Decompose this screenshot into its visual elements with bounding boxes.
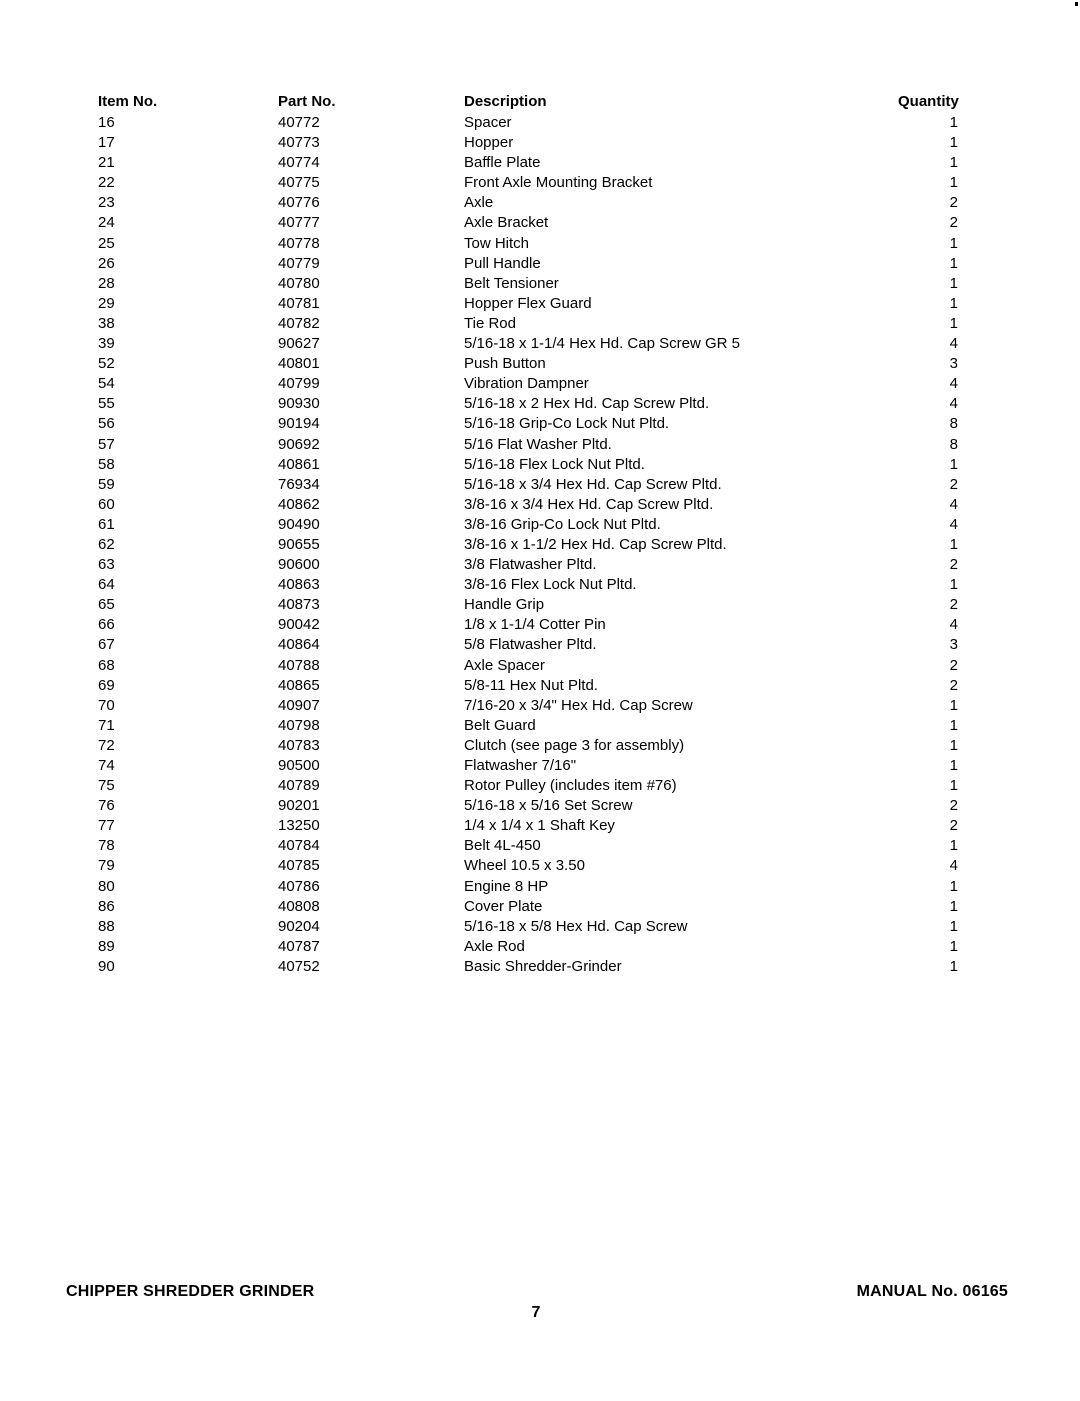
part-no-cell: 40788 xyxy=(278,656,320,674)
part-no-cell: 40773 xyxy=(278,134,320,152)
quantity-cell: 8 xyxy=(949,415,958,433)
page-number: 7 xyxy=(531,1304,541,1321)
part-no-cell: 40861 xyxy=(278,455,320,473)
quantity-cell: 4 xyxy=(949,515,958,533)
part-no-cell: 40798 xyxy=(278,716,320,734)
description-cell: Cover Plate xyxy=(464,897,543,915)
item-no-cell: 21 xyxy=(98,154,115,172)
description-cell: Belt Guard xyxy=(464,716,536,734)
table-row xyxy=(98,354,958,374)
quantity-cell: 1 xyxy=(949,154,958,172)
table-row xyxy=(98,736,958,756)
quantity-cell: 1 xyxy=(949,174,958,192)
part-no-cell: 40786 xyxy=(278,877,320,895)
quantity-cell: 1 xyxy=(949,877,958,895)
part-no-cell: 40808 xyxy=(278,897,320,915)
part-no-cell: 40780 xyxy=(278,274,320,292)
item-no-cell: 64 xyxy=(98,576,115,594)
item-no-cell: 29 xyxy=(98,294,115,312)
table-row xyxy=(98,676,958,696)
table-row xyxy=(98,615,958,635)
table-row xyxy=(98,133,958,153)
part-no-cell: 40781 xyxy=(278,294,320,312)
part-no-cell: 40785 xyxy=(278,857,320,875)
parts-table-body xyxy=(98,113,958,977)
item-no-cell: 39 xyxy=(98,335,115,353)
description-cell: Axle Bracket xyxy=(464,214,549,232)
part-no-cell: 90600 xyxy=(278,556,320,574)
part-no-cell: 40801 xyxy=(278,355,320,373)
description-cell: Front Axle Mounting Bracket xyxy=(464,174,653,192)
item-no-cell: 25 xyxy=(98,234,115,252)
table-row xyxy=(98,515,958,535)
description-cell: Vibration Dampner xyxy=(464,375,589,393)
description-cell: 3/8 Flatwasher Pltd. xyxy=(464,556,597,574)
table-header-row xyxy=(98,91,958,113)
item-no-cell: 22 xyxy=(98,174,115,192)
item-no-cell: 69 xyxy=(98,676,115,694)
table-row xyxy=(98,696,958,716)
quantity-cell: 2 xyxy=(949,475,958,493)
table-row xyxy=(98,213,958,233)
table-row xyxy=(98,234,958,254)
item-no-cell: 58 xyxy=(98,455,115,473)
description-cell: Axle xyxy=(464,194,494,212)
part-no-cell: 40863 xyxy=(278,576,320,594)
item-no-cell: 38 xyxy=(98,314,115,332)
part-no-cell: 40907 xyxy=(278,696,320,714)
quantity-cell: 1 xyxy=(949,917,958,935)
quantity-cell: 1 xyxy=(949,455,958,473)
part-no-cell: 90042 xyxy=(278,616,320,634)
quantity-cell: 4 xyxy=(949,395,958,413)
quantity-cell: 3 xyxy=(949,636,958,654)
description-cell: 7/16-20 x 3/4" Hex Hd. Cap Screw xyxy=(464,696,693,714)
quantity-cell: 3 xyxy=(949,355,958,373)
description-cell: 3/8-16 Flex Lock Nut Pltd. xyxy=(464,576,637,594)
quantity-cell: 1 xyxy=(949,937,958,955)
quantity-cell: 2 xyxy=(949,596,958,614)
table-row xyxy=(98,153,958,173)
item-no-cell: 75 xyxy=(98,777,115,795)
description-cell: Pull Handle xyxy=(464,254,541,272)
quantity-cell: 1 xyxy=(949,716,958,734)
quantity-cell: 1 xyxy=(949,696,958,714)
table-row xyxy=(98,877,958,897)
item-no-cell: 68 xyxy=(98,656,115,674)
table-row xyxy=(98,294,958,314)
description-cell: 3/8-16 x 1-1/2 Hex Hd. Cap Screw Pltd. xyxy=(464,535,727,553)
item-no-cell: 61 xyxy=(98,515,115,533)
quantity-cell: 1 xyxy=(949,736,958,754)
description-cell: 5/16-18 x 2 Hex Hd. Cap Screw Pltd. xyxy=(464,395,710,413)
description-cell: 5/16-18 Flex Lock Nut Pltd. xyxy=(464,455,645,473)
scan-corner-mark xyxy=(1075,2,1078,6)
part-no-cell: 40787 xyxy=(278,937,320,955)
header-part-no: Part No. xyxy=(278,93,336,110)
description-cell: Wheel 10.5 x 3.50 xyxy=(464,857,585,875)
description-cell: 5/16-18 x 1-1/4 Hex Hd. Cap Screw GR 5 xyxy=(464,335,740,353)
item-no-cell: 67 xyxy=(98,636,115,654)
description-cell: Axle Spacer xyxy=(464,656,545,674)
quantity-cell: 1 xyxy=(949,294,958,312)
table-row xyxy=(98,796,958,816)
item-no-cell: 70 xyxy=(98,696,115,714)
item-no-cell: 80 xyxy=(98,877,115,895)
table-row xyxy=(98,756,958,776)
quantity-cell: 4 xyxy=(949,375,958,393)
part-no-cell: 40864 xyxy=(278,636,320,654)
description-cell: 5/16-18 x 5/16 Set Screw xyxy=(464,797,633,815)
table-row xyxy=(98,937,958,957)
part-no-cell: 40752 xyxy=(278,957,320,975)
table-row xyxy=(98,575,958,595)
description-cell: Baffle Plate xyxy=(464,154,541,172)
item-no-cell: 56 xyxy=(98,415,115,433)
item-no-cell: 77 xyxy=(98,817,115,835)
description-cell: Spacer xyxy=(464,114,512,131)
item-no-cell: 59 xyxy=(98,475,115,493)
description-cell: Handle Grip xyxy=(464,596,545,614)
table-row xyxy=(98,595,958,615)
item-no-cell: 76 xyxy=(98,797,115,815)
quantity-cell: 1 xyxy=(949,274,958,292)
description-cell: 3/8-16 x 3/4 Hex Hd. Cap Screw Pltd. xyxy=(464,495,714,513)
item-no-cell: 54 xyxy=(98,375,115,393)
part-no-cell: 40873 xyxy=(278,596,320,614)
part-no-cell: 40777 xyxy=(278,214,320,232)
table-row xyxy=(98,535,958,555)
part-no-cell: 13250 xyxy=(278,817,320,835)
item-no-cell: 52 xyxy=(98,355,115,373)
item-no-cell: 71 xyxy=(98,716,115,734)
quantity-cell: 2 xyxy=(949,797,958,815)
description-cell: Rotor Pulley (includes item #76) xyxy=(464,777,677,795)
part-no-cell: 90490 xyxy=(278,515,320,533)
item-no-cell: 60 xyxy=(98,495,115,513)
part-no-cell: 40779 xyxy=(278,254,320,272)
part-no-cell: 90194 xyxy=(278,415,320,433)
part-no-cell: 40772 xyxy=(278,114,320,131)
part-no-cell: 90627 xyxy=(278,335,320,353)
quantity-cell: 2 xyxy=(949,556,958,574)
quantity-cell: 2 xyxy=(949,656,958,674)
part-no-cell: 40776 xyxy=(278,194,320,212)
description-cell: Axle Rod xyxy=(464,937,525,955)
item-no-cell: 24 xyxy=(98,214,115,232)
part-no-cell: 40783 xyxy=(278,736,320,754)
header-quantity: Quantity xyxy=(898,93,959,110)
table-row xyxy=(98,656,958,676)
part-no-cell: 40774 xyxy=(278,154,320,172)
part-no-cell: 40775 xyxy=(278,174,320,192)
item-no-cell: 23 xyxy=(98,194,115,212)
part-no-cell: 40782 xyxy=(278,314,320,332)
part-no-cell: 90201 xyxy=(278,797,320,815)
table-row xyxy=(98,816,958,836)
table-row xyxy=(98,113,958,133)
quantity-cell: 2 xyxy=(949,676,958,694)
description-cell: Basic Shredder-Grinder xyxy=(464,957,622,975)
table-row xyxy=(98,254,958,274)
item-no-cell: 16 xyxy=(98,114,115,131)
part-no-cell: 90500 xyxy=(278,757,320,774)
item-no-cell: 17 xyxy=(98,134,115,152)
quantity-cell: 2 xyxy=(949,817,958,835)
table-row xyxy=(98,435,958,455)
table-row xyxy=(98,776,958,796)
quantity-cell: 1 xyxy=(949,134,958,152)
quantity-cell: 4 xyxy=(949,616,958,634)
table-row xyxy=(98,635,958,655)
table-row xyxy=(98,274,958,294)
quantity-cell: 4 xyxy=(949,335,958,353)
quantity-cell: 1 xyxy=(949,576,958,594)
quantity-cell: 4 xyxy=(949,495,958,513)
quantity-cell: 4 xyxy=(949,857,958,875)
item-no-cell: 55 xyxy=(98,395,115,413)
description-cell: Tie Rod xyxy=(464,314,516,332)
table-row xyxy=(98,555,958,575)
part-no-cell: 90692 xyxy=(278,435,320,453)
table-row xyxy=(98,173,958,193)
table-row xyxy=(98,957,958,977)
table-row xyxy=(98,897,958,917)
table-row xyxy=(98,193,958,213)
part-no-cell: 76934 xyxy=(278,475,320,493)
item-no-cell: 72 xyxy=(98,736,115,754)
quantity-cell: 1 xyxy=(949,114,958,131)
description-cell: Hopper Flex Guard xyxy=(464,294,592,312)
part-no-cell: 40778 xyxy=(278,234,320,252)
table-row xyxy=(98,314,958,334)
part-no-cell: 40862 xyxy=(278,495,320,513)
quantity-cell: 1 xyxy=(949,254,958,272)
item-no-cell: 74 xyxy=(98,757,115,774)
quantity-cell: 1 xyxy=(949,234,958,252)
footer-product-name: CHIPPER SHREDDER GRINDER xyxy=(66,1283,315,1300)
table-row xyxy=(98,856,958,876)
item-no-cell: 66 xyxy=(98,616,115,634)
description-cell: Hopper xyxy=(464,134,514,152)
item-no-cell: 89 xyxy=(98,937,115,955)
quantity-cell: 2 xyxy=(949,214,958,232)
table-row xyxy=(98,917,958,937)
description-cell: Push Button xyxy=(464,355,546,373)
table-row xyxy=(98,374,958,394)
quantity-cell: 1 xyxy=(949,535,958,553)
item-no-cell: 28 xyxy=(98,274,115,292)
part-no-cell: 90930 xyxy=(278,395,320,413)
item-no-cell: 88 xyxy=(98,917,115,935)
description-cell: Belt 4L-450 xyxy=(464,837,541,855)
item-no-cell: 26 xyxy=(98,254,115,272)
quantity-cell: 1 xyxy=(949,757,958,774)
description-cell: 5/16-18 x 3/4 Hex Hd. Cap Screw Pltd. xyxy=(464,475,722,493)
header-item-no: Item No. xyxy=(98,93,158,110)
part-no-cell: 40784 xyxy=(278,837,320,855)
table-row xyxy=(98,414,958,434)
description-cell: 5/16-18 Grip-Co Lock Nut Pltd. xyxy=(464,415,670,433)
part-no-cell: 40865 xyxy=(278,676,320,694)
quantity-cell: 1 xyxy=(949,957,958,975)
description-cell: 1/8 x 1-1/4 Cotter Pin xyxy=(464,616,606,634)
quantity-cell: 2 xyxy=(949,194,958,212)
description-cell: Engine 8 HP xyxy=(464,877,549,895)
quantity-cell: 1 xyxy=(949,777,958,795)
table-row xyxy=(98,495,958,515)
item-no-cell: 62 xyxy=(98,535,115,553)
description-cell: 5/16 Flat Washer Pltd. xyxy=(464,435,612,453)
description-cell: 1/4 x 1/4 x 1 Shaft Key xyxy=(464,817,615,835)
table-row xyxy=(98,836,958,856)
table-row xyxy=(98,475,958,495)
description-cell: Clutch (see page 3 for assembly) xyxy=(464,736,685,754)
item-no-cell: 57 xyxy=(98,435,115,453)
item-no-cell: 86 xyxy=(98,897,115,915)
item-no-cell: 63 xyxy=(98,556,115,574)
description-cell: Flatwasher 7/16" xyxy=(464,757,577,774)
quantity-cell: 1 xyxy=(949,314,958,332)
part-no-cell: 90204 xyxy=(278,917,320,935)
table-row xyxy=(98,334,958,354)
footer-manual-number: MANUAL No. 06165 xyxy=(856,1283,1008,1300)
parts-list-table xyxy=(98,91,958,977)
description-cell: 5/8 Flatwasher Pltd. xyxy=(464,636,597,654)
part-no-cell: 40789 xyxy=(278,777,320,795)
table-row xyxy=(98,716,958,736)
quantity-cell: 1 xyxy=(949,837,958,855)
table-row xyxy=(98,455,958,475)
description-cell: Belt Tensioner xyxy=(464,274,559,292)
description-cell: 5/16-18 x 5/8 Hex Hd. Cap Screw xyxy=(464,917,688,935)
description-cell: Tow Hitch xyxy=(464,234,530,252)
part-no-cell: 90655 xyxy=(278,535,320,553)
description-cell: 5/8-11 Hex Nut Pltd. xyxy=(464,676,598,694)
item-no-cell: 90 xyxy=(98,957,115,975)
item-no-cell: 79 xyxy=(98,857,115,875)
item-no-cell: 78 xyxy=(98,837,115,855)
part-no-cell: 40799 xyxy=(278,375,320,393)
quantity-cell: 1 xyxy=(949,897,958,915)
table-row xyxy=(98,394,958,414)
description-cell: 3/8-16 Grip-Co Lock Nut Pltd. xyxy=(464,515,661,533)
quantity-cell: 8 xyxy=(949,435,958,453)
header-description: Description xyxy=(464,93,547,110)
item-no-cell: 65 xyxy=(98,596,115,614)
